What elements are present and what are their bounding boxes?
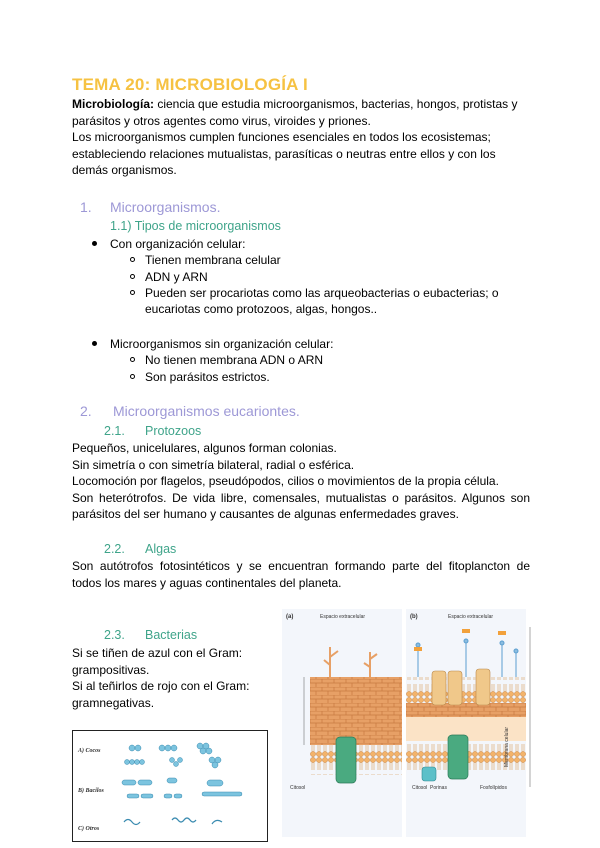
protozoos-title: Protozoos bbox=[145, 424, 202, 438]
bacterias-line-1: Si se tiñen de azul con el Gram: bbox=[72, 646, 243, 660]
panel-a-interior-label: Citosol bbox=[290, 785, 306, 791]
protozoos-line-1: Pequeños, unicelulares, algunos forman colonias. bbox=[72, 441, 337, 455]
row-label-cocos: A) Cocos bbox=[78, 748, 101, 754]
intro-term: Microbiología: bbox=[72, 97, 154, 111]
bullet-icon bbox=[92, 341, 97, 346]
circle-bullet-icon bbox=[130, 357, 135, 362]
algas-number: 2.2. bbox=[104, 542, 125, 556]
porins-label: Porinas bbox=[430, 785, 447, 791]
panel-a-label: (a) bbox=[286, 614, 294, 620]
intro-line-5: demás organismos. bbox=[72, 163, 177, 177]
section1-subtitle: 1.1) Tipos de microorganismos bbox=[110, 219, 281, 233]
panel-b-peptidoglycan bbox=[406, 703, 526, 717]
panel-b-exterior-label: Espacio extracelular bbox=[448, 614, 494, 620]
protozoos-number: 2.1. bbox=[104, 424, 125, 438]
panel-b-outer-membrane bbox=[406, 677, 526, 703]
circle-bullet-icon bbox=[130, 374, 135, 379]
section2-number: 2. bbox=[80, 403, 92, 419]
section2-title: Microorganismos eucariontes. bbox=[113, 403, 300, 419]
protozoos-line-3: Locomoción por flagelos, pseudópodos, cilios o movimientos de la propia célula. bbox=[72, 474, 499, 488]
bullet-icon bbox=[92, 241, 97, 246]
section1-title: Microorganismos. bbox=[110, 199, 221, 215]
intro-paragraph bbox=[72, 96, 542, 179]
bacterias-text bbox=[72, 645, 272, 711]
circle-bullet-icon bbox=[130, 257, 135, 262]
panel-a-peptidoglycan bbox=[310, 677, 402, 745]
circle-bullet-icon bbox=[130, 274, 135, 279]
group2-item-2: Son parásitos estrictos. bbox=[145, 370, 270, 384]
intro-line-3: Los microorganismos cumplen funciones esenciales en todos los ecosistemas; bbox=[72, 130, 491, 144]
bacterias-line-3: Si al teñirlos de rojo con el Gram: bbox=[72, 679, 250, 693]
group2-item-1: No tienen membrana ADN o ARN bbox=[145, 353, 324, 367]
bacteria-shapes-figure bbox=[72, 730, 268, 842]
panel-b-porin-2 bbox=[448, 671, 462, 705]
phospholipids-label: Fosfolípidos bbox=[480, 785, 507, 791]
bacterias-number: 2.3. bbox=[104, 628, 125, 642]
page-title: TEMA 20: MICROBIOLOGÍA I bbox=[72, 75, 308, 94]
panel-b-protein bbox=[448, 735, 468, 779]
panel-b-label: (b) bbox=[410, 614, 418, 620]
protozoos-line-4: Son heterótrofos. De vida libre, comensales, mutualistas o parásitos. Algunos son parásitos del ser humano y causantes de algunas enfermedades graves. bbox=[72, 490, 530, 521]
row-label-bacilos: B) Bacilos bbox=[78, 788, 104, 794]
algas-text: Son autótrofos fotosintéticos y se encuentran formando parte del fitoplancton de todos los mares y aguas continentales del planeta. bbox=[72, 559, 530, 590]
circle-bullet-icon bbox=[130, 290, 135, 295]
protozoos-line-2: Sin simetría o con simetría bilateral, radial o esférica. bbox=[72, 457, 355, 472]
group1-label: Con organización celular: bbox=[110, 237, 246, 251]
panel-b-interior-label: Citosol bbox=[412, 785, 428, 791]
group1-item-3-cont: eucariotas como protozoos, algas, hongos.. bbox=[145, 302, 378, 316]
bacterias-line-4: gramnegativas. bbox=[72, 695, 155, 710]
group1-item-2: ADN y ARN bbox=[145, 270, 208, 284]
intro-definition: ciencia que estudia microorganismos, bacterias, hongos, protistas y parásitos y otros agentes como virus, viroides y priones. bbox=[72, 97, 518, 128]
membrane-side-label: Membrana celular bbox=[504, 726, 510, 767]
panel-a-protein bbox=[336, 737, 356, 783]
section1-number: 1. bbox=[80, 199, 92, 215]
panel-b-porin-1 bbox=[432, 671, 446, 705]
algas-title: Algas bbox=[145, 542, 177, 556]
panel-a-exterior-label: Espacio extracelular bbox=[320, 614, 366, 620]
intro-line-4: estableciendo relaciones mutualistas, parasíticas o neutras entre ellos y con los bbox=[72, 146, 496, 161]
group1-item-3: Pueden ser procariotas como las arqueobacterias o eubacterias; o bbox=[145, 286, 499, 300]
cell-wall-figure bbox=[280, 607, 546, 841]
row-label-otros: C) Otros bbox=[78, 826, 100, 832]
protozoos-text bbox=[72, 440, 530, 523]
group1-item-1: Tienen membrana celular bbox=[145, 253, 281, 267]
panel-b-porin-small bbox=[422, 767, 436, 781]
panel-b-porin-3 bbox=[476, 669, 490, 705]
bacterias-line-2: grampositivas. bbox=[72, 662, 150, 677]
group2-label: Microorganismos sin organización celular: bbox=[110, 337, 334, 351]
bacterias-title: Bacterias bbox=[145, 628, 198, 642]
